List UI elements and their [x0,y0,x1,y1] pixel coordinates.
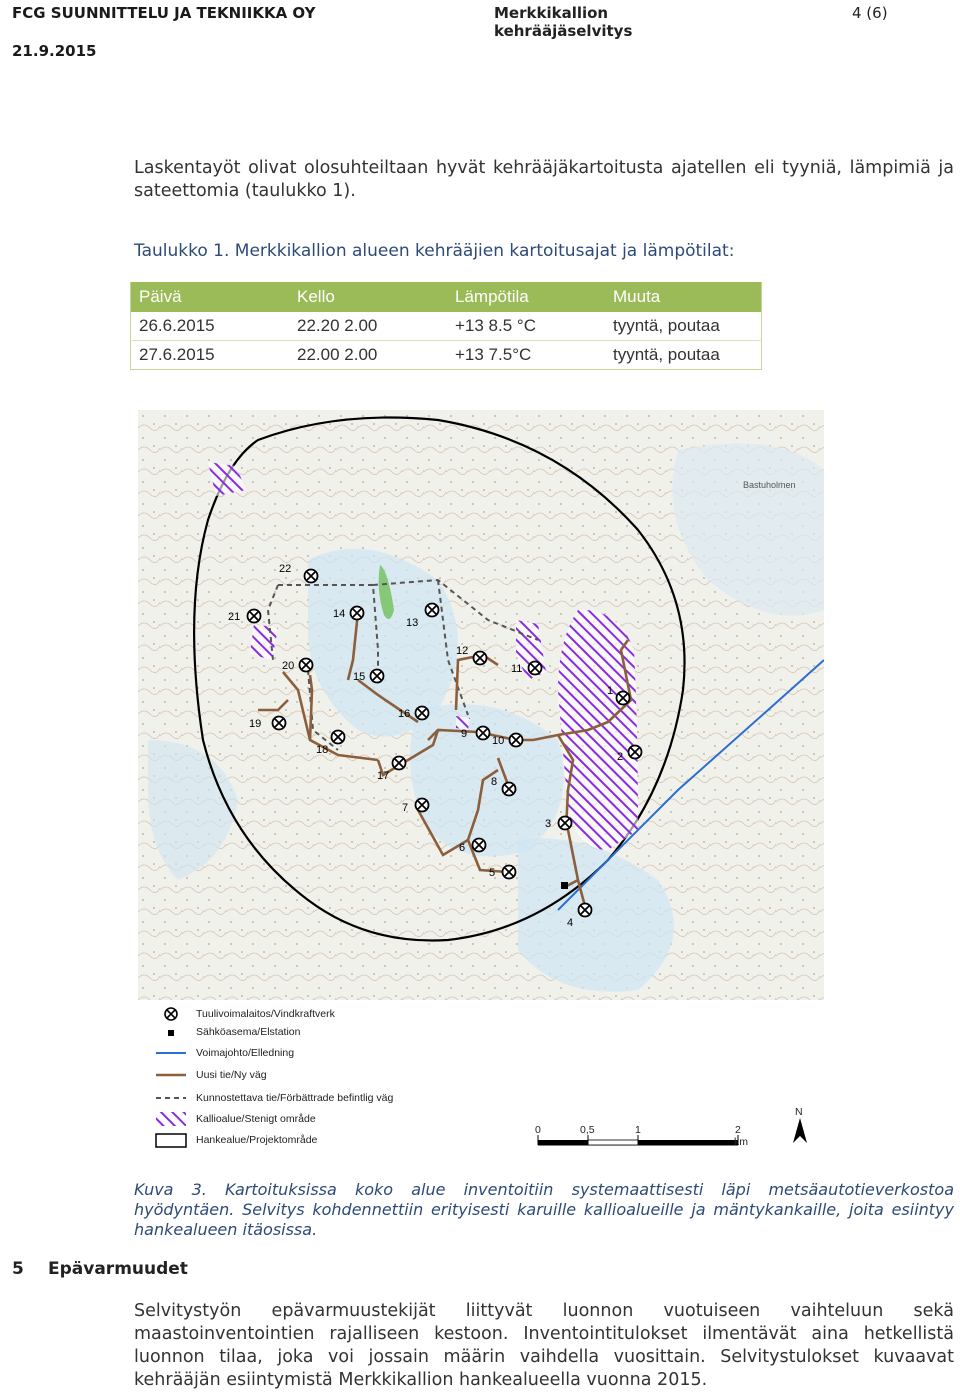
scale-bar [538,1135,738,1145]
turbine-label: 10 [492,735,505,747]
turbine-label: 21 [228,611,241,623]
turbine-label: 17 [377,770,390,782]
turbine-label: 14 [333,608,346,620]
turbine-label: 18 [316,744,329,756]
legend-item: Voimajohto/Elledning [196,1047,295,1059]
report-title [494,4,632,40]
col-header: Lämpötila [447,282,605,312]
report-date: 21.9.2015 [12,42,97,60]
section-title: Epävarmuudet [48,1259,188,1279]
table-cell: 22.20 2.00 [289,312,447,341]
scale-label: 0 [535,1124,541,1136]
table-caption: Taulukko 1. Merkkikallion alueen kehrääjien kartoitusajat ja lämpötilat: [134,241,735,261]
table-cell: +13 8.5 °C [447,312,605,341]
title-line-1: Merkkikallion [494,4,609,22]
scale-label: 1 [635,1124,641,1136]
company-name [12,4,316,60]
turbine-label: 3 [545,818,552,830]
map-legend [138,1000,824,1155]
table-row [131,341,762,370]
turbine-label: 20 [282,660,295,672]
col-header: Kello [289,282,447,312]
page-number: 4 (6) [852,4,888,22]
table-cell: 27.6.2015 [131,341,290,370]
turbine-label: 11 [511,663,523,675]
table-cell: tyyntä, poutaa [605,312,762,341]
scale-unit: km [734,1136,748,1148]
legend-item: Hankealue/Projektområde [196,1134,318,1146]
table-row [131,312,762,341]
section-number: 5 [12,1259,24,1279]
table-header-row [131,282,762,312]
turbine-label: 13 [406,617,419,629]
table-cell: +13 7.5°C [447,341,605,370]
legend-rock-symbol [156,1112,186,1126]
company-text: FCG SUUNNITTELU JA TEKNIIKKA OY [12,4,316,22]
map-place-label: Bastuholmen [743,480,796,490]
turbine-label: 4 [567,917,574,929]
turbine-label: 22 [279,563,292,575]
rock-area [558,610,638,850]
turbine-label: 8 [491,776,498,788]
legend-boundary-symbol [156,1134,186,1147]
section-heading [12,1259,188,1279]
north-arrow [793,1118,807,1143]
col-header: Päivä [131,282,290,312]
turbine-label: 15 [353,671,366,683]
turbine-label: 12 [456,645,469,657]
turbine-label: 7 [402,802,409,814]
legend-turbine-symbol [165,1008,177,1020]
legend-substation-symbol [168,1030,174,1036]
turbine-label: 1 [607,685,614,697]
legend-item: Kallioalue/Stenigt område [196,1113,316,1125]
figure-caption: Kuva 3. Kartoituksissa koko alue inventoitiin systemaattisesti läpi metsäautotieverkostoa hyödyntäen. Selvitys kohdennettiin erityisesti karuille kallioalueille ja mäntykankaille, joita esiintyy hankealueen itäosissa. [134,1180,954,1239]
body-paragraph: Selvitystyön epävarmuustekijät liittyvät luonnon vuotuiseen vaihteluun sekä maastoinventointien rajalliseen kestoon. Inventointitulokset ilmentävät aina hetkellistä luonnon tilaa, joka voi jossain määrin vaihdella vuosittain. Selvitystulokset kuvaavat kehrääjän esiintymistä Merkkikallion hankealueella vuonna 2015. [134,1301,954,1390]
scale-label: 0,5 [580,1124,595,1136]
turbine-label: 5 [489,867,496,879]
turbine-label: 6 [459,842,466,854]
turbine-label: 19 [249,718,262,730]
legend-item: Kunnostettava tie/Förbättrade befintlig väg [196,1092,394,1104]
legend-item: Uusi tie/Ny väg [196,1069,267,1081]
legend-item: Sähköasema/Elstation [196,1026,301,1038]
turbine-label: 2 [617,751,624,763]
survey-table [130,282,762,370]
table-cell: 26.6.2015 [131,312,290,341]
intro-paragraph: Laskentayöt olivat olosuhteiltaan hyvät kehrääjäkartoitusta ajatellen eli tyyniä, lämpimiä ja sateettomia (taulukko 1). [134,158,954,201]
project-area-map [138,410,824,1000]
legend-item: Tuulivoimalaitos/Vindkraftverk [196,1008,335,1020]
scale-label: 2 [735,1124,741,1136]
substation-marker [561,882,568,889]
table-cell: tyyntä, poutaa [605,341,762,370]
turbine-label: 16 [398,708,411,720]
north-label: N [795,1106,803,1118]
table-cell: 22.00 2.00 [289,341,447,370]
title-line-2: kehrääjäselvitys [494,22,633,40]
col-header: Muuta [605,282,762,312]
turbine-label: 9 [461,728,468,740]
